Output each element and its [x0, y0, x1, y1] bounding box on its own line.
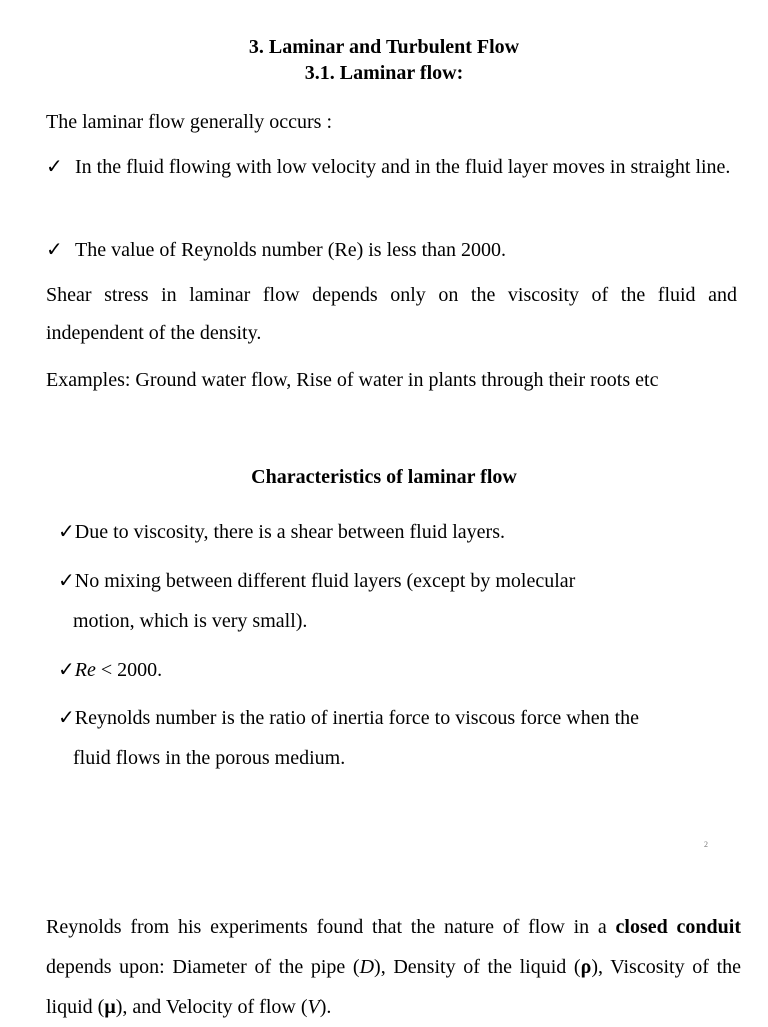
examples-text: Examples: Ground water flow, Rise of water in plants through their roots etc — [46, 369, 659, 391]
characteristics-title: Characteristics of laminar flow — [251, 466, 517, 488]
occurs-item-text: The value of Reynolds number (Re) is less than 2000. — [75, 239, 507, 261]
reynolds-text: ), and Velocity of flow ( — [115, 996, 308, 1018]
occurs-list-item — [46, 148, 737, 186]
viscosity-symbol: μ — [104, 996, 116, 1018]
characteristic-item — [58, 512, 738, 552]
characteristic-item — [58, 650, 738, 690]
check-icon: ✓ — [58, 707, 75, 729]
occurs-item-text: In the fluid flowing with low velocity and in the fluid layer moves in straight line. — [75, 156, 731, 178]
characteristic-text: No mixing between different fluid layers (except by molecular — [74, 570, 576, 592]
density-symbol: ρ — [580, 956, 592, 978]
section-title: 3. Laminar and Turbulent Flow — [248, 36, 520, 58]
velocity-symbol: V — [307, 996, 320, 1018]
closed-conduit-term: closed conduit — [615, 916, 741, 938]
characteristic-text: Reynolds number is the ratio of inertia force to viscous force when the — [74, 707, 640, 729]
check-icon: ✓ — [58, 521, 75, 543]
diameter-symbol: D — [359, 956, 375, 978]
shear-paragraph: Shear stress in laminar flow depends only on the viscosity of the fluid and independent of the density. — [46, 284, 737, 344]
reynolds-text: ), Viscosity of the liquid ( — [46, 956, 742, 1018]
characteristic-text: Due to viscosity, there is a shear between fluid layers. — [74, 521, 505, 543]
intro-text: The laminar flow generally occurs : — [46, 111, 332, 133]
page-number: 2 — [704, 840, 708, 849]
characteristic-text: < 2000. — [95, 659, 163, 681]
reynolds-text: depends upon: Diameter of the pipe ( — [46, 956, 360, 978]
reynolds-text: ). — [319, 996, 332, 1018]
check-icon: ✓ — [58, 659, 75, 681]
characteristic-item — [58, 698, 738, 778]
characteristic-text-continued: motion, which is very small). — [73, 610, 308, 632]
subsection-title: 3.1. Laminar flow: — [304, 62, 464, 84]
characteristic-text-continued: fluid flows in the porous medium. — [73, 747, 346, 769]
reynolds-symbol: Re — [74, 659, 96, 681]
reynolds-text: Reynolds from his experiments found that the nature of flow in a — [46, 916, 616, 938]
check-icon: ✓ — [46, 156, 63, 178]
reynolds-text: ), Density of the liquid ( — [374, 956, 581, 978]
check-icon: ✓ — [58, 570, 75, 592]
occurs-list-item — [46, 231, 737, 269]
reynolds-paragraph — [46, 907, 741, 1027]
check-icon: ✓ — [46, 239, 63, 261]
characteristic-item — [58, 561, 738, 641]
